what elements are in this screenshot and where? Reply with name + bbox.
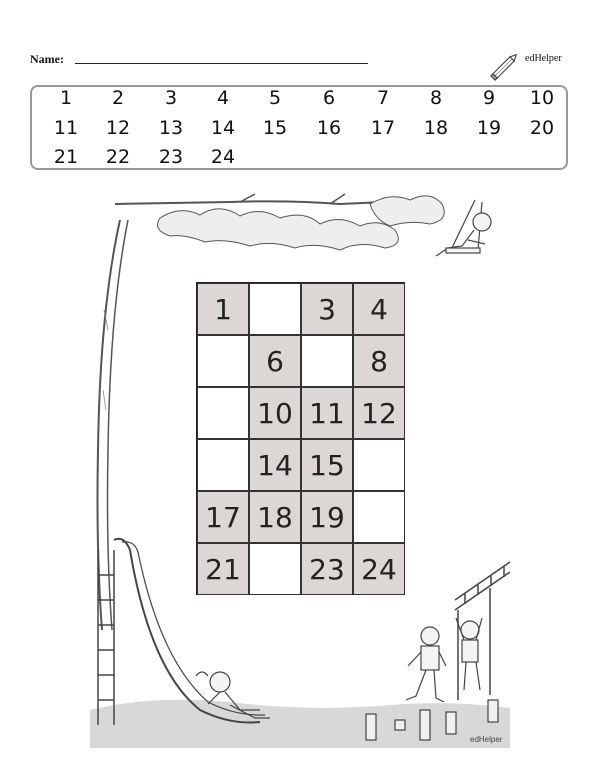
grid-cell[interactable] xyxy=(249,283,301,335)
number-grid xyxy=(196,282,405,595)
grid-cell: 10 xyxy=(249,387,301,439)
grid-cell: 1 xyxy=(197,283,249,335)
bank-number: 2 xyxy=(111,87,125,109)
bank-number: 14 xyxy=(210,117,236,139)
bank-number: 13 xyxy=(158,117,184,139)
grid-cell: 14 xyxy=(249,439,301,491)
name-field[interactable] xyxy=(75,63,368,64)
bank-number: 17 xyxy=(370,117,396,139)
grid-cell[interactable] xyxy=(301,335,353,387)
running-child xyxy=(406,627,446,702)
grid-cell[interactable] xyxy=(249,543,301,595)
bank-number: 6 xyxy=(322,87,336,109)
grid-cell: 19 xyxy=(301,491,353,543)
grid-cell: 11 xyxy=(301,387,353,439)
bank-number: 15 xyxy=(262,117,288,139)
bank-number: 12 xyxy=(105,117,131,139)
bank-number: 5 xyxy=(268,87,282,109)
grid-cell: 21 xyxy=(197,543,249,595)
brand-logo xyxy=(487,50,567,82)
bank-number: 8 xyxy=(429,87,443,109)
bank-number: 3 xyxy=(164,87,178,109)
footer-brand: edHelper xyxy=(470,735,503,744)
bank-number: 9 xyxy=(482,87,496,109)
grid-cell[interactable] xyxy=(197,335,249,387)
brand-text: edHelper xyxy=(525,53,562,64)
grid-cell[interactable] xyxy=(353,439,405,491)
grid-cell: 24 xyxy=(353,543,405,595)
bank-number: 24 xyxy=(210,146,236,168)
pencil-icon xyxy=(487,50,523,82)
bank-number: 1 xyxy=(59,87,73,109)
bank-number: 4 xyxy=(216,87,230,109)
bank-number: 7 xyxy=(376,87,390,109)
grid-cell: 15 xyxy=(301,439,353,491)
grid-cell[interactable] xyxy=(197,387,249,439)
bank-number: 10 xyxy=(529,87,555,109)
bank-number: 20 xyxy=(529,117,555,139)
grid-cell: 4 xyxy=(353,283,405,335)
grid-cell: 18 xyxy=(249,491,301,543)
number-bank xyxy=(30,85,568,170)
grid-cell: 6 xyxy=(249,335,301,387)
bank-number: 16 xyxy=(316,117,342,139)
grid-cell[interactable] xyxy=(197,439,249,491)
bank-number: 11 xyxy=(53,117,79,139)
name-label: Name: xyxy=(30,52,64,66)
grid-cell: 3 xyxy=(301,283,353,335)
bank-number: 23 xyxy=(158,146,184,168)
bank-number: 22 xyxy=(105,146,131,168)
grid-cell: 8 xyxy=(353,335,405,387)
foliage xyxy=(158,196,445,250)
grid-cell[interactable] xyxy=(353,491,405,543)
climbing-child xyxy=(456,618,482,690)
name-row xyxy=(30,50,550,70)
bank-number: 19 xyxy=(476,117,502,139)
grid-cell: 12 xyxy=(353,387,405,439)
bank-number: 21 xyxy=(53,146,79,168)
grid-cell: 17 xyxy=(197,491,249,543)
grid-cell: 23 xyxy=(301,543,353,595)
bank-number: 18 xyxy=(423,117,449,139)
